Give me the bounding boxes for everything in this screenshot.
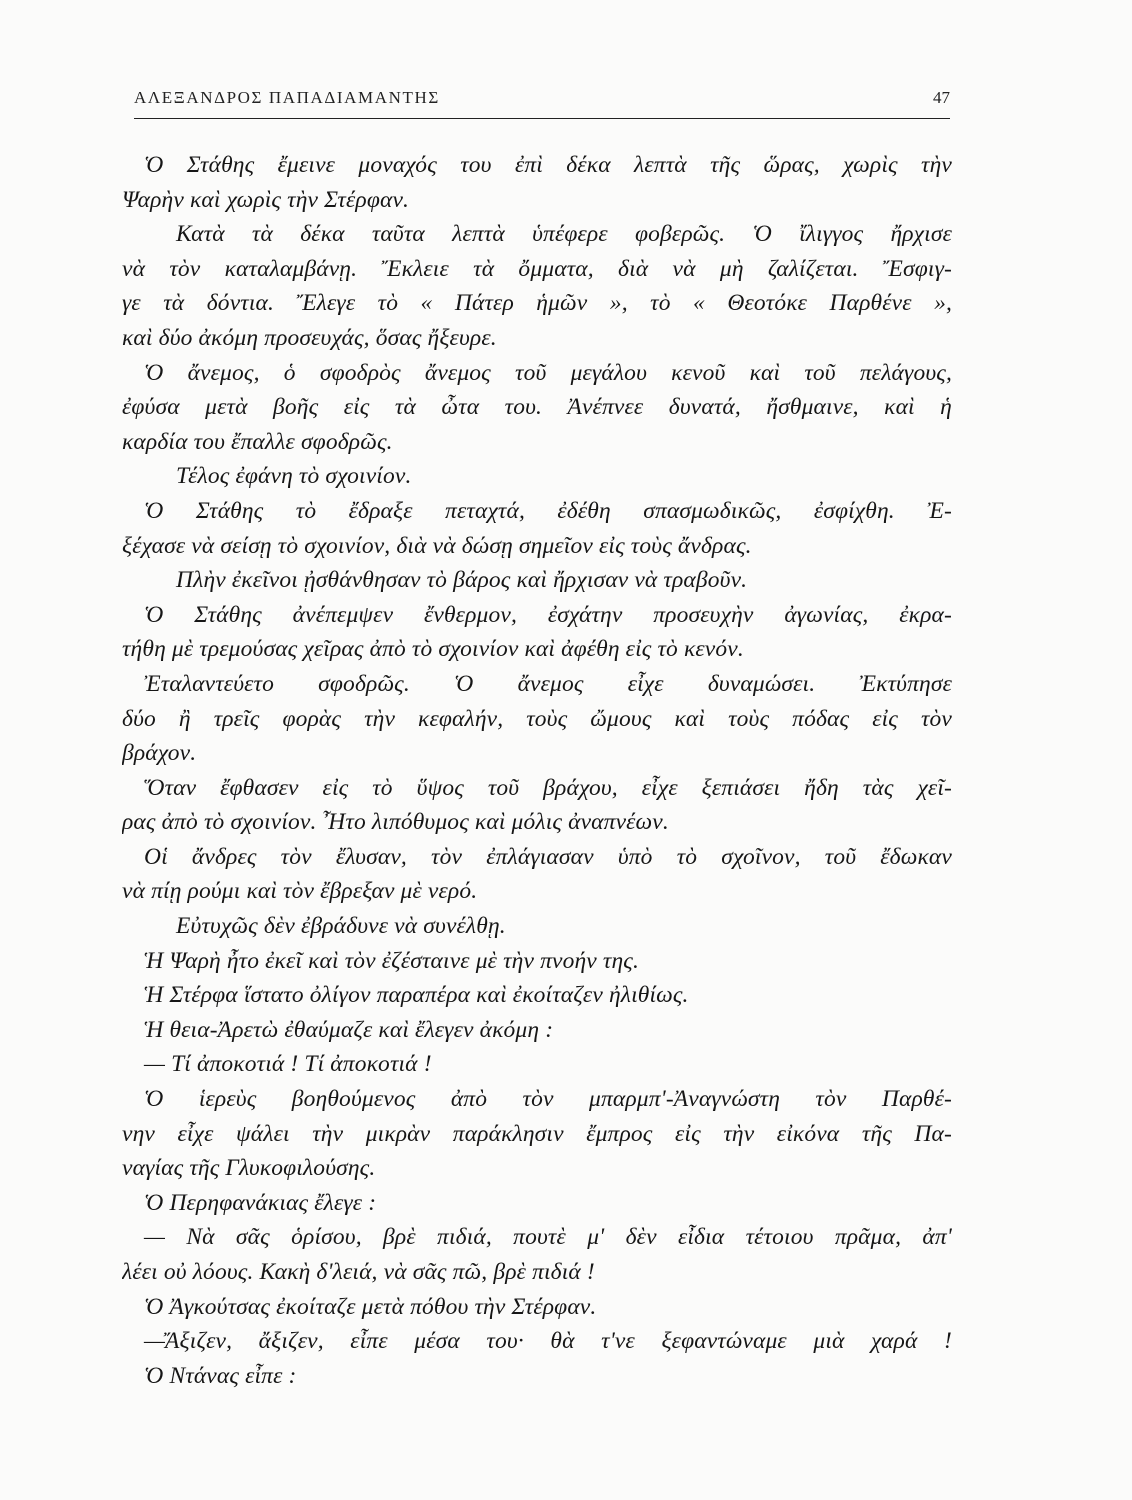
text-line: λέει οὐ λόους. Κακὴ δ'λειά, νὰ σᾶς πῶ, βρὲ πιδιά ! [122,1259,595,1285]
text-line: Ἡ θεια-Ἀρετὼ ἐθαύμαζε καὶ ἔλεγεν ἀκόμη : [144,1016,554,1043]
text-line: ἐφύσα μετὰ βοῆς εἰς τὰ ὦτα του. Ἀνέπνεε δυνατά, ἤσθμαινε, καὶ ἡ [122,394,952,421]
text-line: δύο ἢ τρεῖς φορὰς τὴν κεφαλήν, τοὺς ὤμους καὶ τοὺς πόδας εἰς τὸν [122,705,952,732]
text-line: βράχον. [122,740,197,767]
text-line: Ὁ ἱερεὺς βοηθούμενος ἀπὸ τὸν μπαρμπ'-Ἀναγνώστη τὸν Παρθέ- [144,1086,952,1113]
text-line: — Νὰ σᾶς ὁρίσου, βρὲ πιδιά, πουτὲ μ' δὲν εἶδια τέτοιου πρᾶμα, ἀπ' [144,1224,952,1251]
text-line: νὰ πίῃ ρούμι καὶ τὸν ἔβρεξαν μὲ νερό. [122,878,478,905]
text-line: Ὁ Ντάνας εἶπε : [144,1362,297,1389]
text-line: ξέχασε νὰ σείσῃ τὸ σχοινίον, διὰ νὰ δώσῃ σημεῖον εἰς τοὺς ἄνδρας. [122,532,752,559]
body-text [122,148,952,1393]
text-line: Ὁ Στάθης ἀνέπεμψεν ἔνθερμον, ἐσχάτην προσευχὴν ἀγωνίας, ἐκρα- [144,601,952,628]
text-line: Πλὴν ἐκεῖνοι ᾐσθάνθησαν τὸ βάρος καὶ ἤρχισαν νὰ τραβοῦν. [176,567,748,594]
text-line: καὶ δύο ἀκόμη προσευχάς, ὅσας ἤξευρε. [122,324,497,351]
text-line: Εὐτυχῶς δὲν ἐβράδυνε νὰ συνέλθῃ. [176,913,506,940]
header-rule [134,118,950,119]
text-line: —Ἄξιζεν, ἄξιζεν, εἶπε μέσα του· θὰ τ'νε ξεφαντώναμε μιὰ χαρά ! [144,1328,952,1355]
text-line: Ἐταλαντεύετο σφοδρῶς. Ὁ ἄνεμος εἶχε δυναμώσει. Ἐκτύπησε [144,670,952,697]
text-line: Ὅταν ἔφθασεν εἰς τὸ ὕψος τοῦ βράχου, εἶχε ξεπιάσει ἤδη τὰς χεῖ- [144,774,952,801]
text-line: Ἡ Ψαρὴ ἦτο ἐκεῖ καὶ τὸν ἐζέσταινε μὲ τὴν πνοήν της. [144,947,639,974]
text-line: γε τὰ δόντια. Ἔλεγε τὸ « Πάτερ ἡμῶν », τὸ « Θεοτόκε Παρθένε », [122,290,952,317]
text-line: ναγίας τῆς Γλυκοφιλούσης. [122,1155,376,1182]
text-line: Ὁ ἄνεμος, ὁ σφοδρὸς ἄνεμος τοῦ μεγάλου κενοῦ καὶ τοῦ πελάγους, [144,359,952,386]
text-line: Ψαρὴν καὶ χωρὶς τὴν Στέρφαν. [122,186,410,213]
page-number: 47 [933,88,950,107]
text-line: καρδία του ἔπαλλε σφοδρῶς. [122,428,393,455]
text-line: ρας ἀπὸ τὸ σχοινίον. Ἦτο λιπόθυμος καὶ μόλις ἀναπνέων. [122,809,669,836]
text-line: νην εἶχε ψάλει τὴν μικρὰν παράκλησιν ἔμπρος εἰς τὴν εἰκόνα τῆς Πα- [122,1120,952,1147]
text-line: Ὁ Περηφανάκιας ἔλεγε : [144,1189,377,1216]
text-line: Οἱ ἄνδρες τὸν ἔλυσαν, τὸν ἐπλάγιασαν ὑπὸ τὸ σχοῖνον, τοῦ ἔδωκαν [144,843,952,870]
text-line: Ὁ Ἀγκούτσας ἐκοίταζε μετὰ πόθου τὴν Στέρφαν. [144,1293,597,1320]
text-line: τήθη μὲ τρεμούσας χεῖρας ἀπὸ τὸ σχοινίον καὶ ἀφέθη εἰς τὸ κενόν. [122,636,744,663]
running-head-author: ΑΛΕΞΑΝΔΡΟΣ ΠΑΠΑΔΙΑΜΑΝΤΗΣ [134,88,440,107]
text-line: Ἡ Στέρφα ἵστατο ὀλίγον παραπέρα καὶ ἐκοίταζεν ἠλιθίως. [144,982,689,1009]
running-head [134,88,950,116]
text-line: νὰ τὸν καταλαμβάνῃ. Ἔκλειε τὰ ὄμματα, διὰ νὰ μὴ ζαλίζεται. Ἔσφιγ- [122,255,952,282]
text-line: Ὁ Στάθης τὸ ἔδραξε πεταχτά, ἐδέθη σπασμωδικῶς, ἐσφίχθη. Ἐ- [144,497,952,524]
text-line: Κατὰ τὰ δέκα ταῦτα λεπτὰ ὑπέφερε φοβερῶς. Ὁ ἴλιγγος ἤρχισε [176,221,952,248]
text-line: Τέλος ἐφάνη τὸ σχοινίον. [176,463,412,490]
text-line: — Τί ἀποκοτιά ! Τί ἀποκοτιά ! [144,1051,432,1078]
text-line: Ὁ Στάθης ἔμεινε μοναχός του ἐπὶ δέκα λεπτὰ τῆς ὥρας, χωρὶς τὴν [144,152,952,178]
